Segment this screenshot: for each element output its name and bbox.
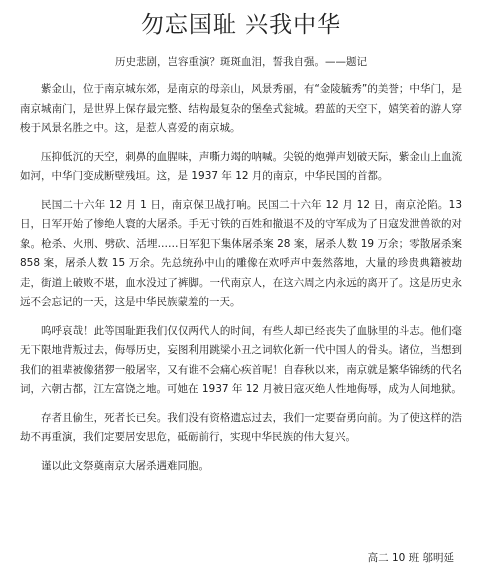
paragraph-3: 民国二十六年 12 月 1 日，南京保卫战打响。民国二十六年 12 月 12 日，南京沦陷。13 日，日军开始了惨绝人寰的大屠杀。手无寸铁的百姓和撤退不及的守军成为了日寇发泄兽欲的对象。枪杀、火刑、劈砍、活埋……日军犯下集体屠杀案 28 案，屠杀人数 19 万余；零散屠杀案 858 案，屠杀人数 15 万余。先总统孙中山的雕像在欢呼声中轰然落地，大量的珍贵典籍被劫走，街道上破败不堪，血水没过了裤脚。一代南京人，在这六周之内永远的离开了。这是历史永远不会忘记的一天，这是中华民族蒙羞的一天。 (20, 198, 462, 308)
paragraph-2: 压抑低沉的天空，刺鼻的血腥味，声嘶力竭的呐喊。尖锐的炮弹声划破天际，紫金山上血流如河，中华门变成断壁残垣。这，是 1937 年 12 月的南京，中华民国的首都。 (20, 150, 462, 182)
document-subtitle-epigraph: 历史悲剧，岂容重演？斑斑血泪，誓我自强。——题记 (115, 56, 367, 68)
paragraph-6: 谨以此文祭奠南京大屠杀遇难同胞。 (41, 459, 209, 472)
author-signature: 高二 10 班 邬明延 (367, 552, 454, 564)
paragraph-5: 存者且偷生，死者长已矣。我们没有资格遗忘过去，我们一定要奋勇向前。为了使这样的浩劫不再重演，我们定要居安思危，砥砺前行，实现中华民族的伟大复兴。 (20, 411, 462, 443)
paragraph-4: 呜呼哀哉！此等国耻距我们仅仅两代人的时间，有些人却已经丧失了血脉里的斗志。他们毫无下限地背叛过去，侮辱历史，妄图利用跳梁小丑之词软化新一代中国人的骨头。诸位，当想到我们的祖辈被像猪猡一般屠宰，又有谁不会痛心疾首呢！自春秋以来，南京就是繁华锦绣的代名词，六朝古都，江左富饶之地。可她在 1937 年 12 月被日寇灭绝人性地侮辱，成为人间地狱。 (20, 324, 462, 395)
paragraph-1: 紫金山，位于南京城东郊，是南京的母亲山，风景秀丽，有“金陵毓秀”的美誉；中华门，是南京城南门，是世界上保存最完整、结构最复杂的堡垒式瓮城。碧蓝的天空下，嬉笑着的游人穿梭于风景名胜之中。这，是惹人喜爱的南京城。 (20, 83, 462, 134)
document-title: 勿忘国耻 兴我中华 (140, 12, 342, 38)
